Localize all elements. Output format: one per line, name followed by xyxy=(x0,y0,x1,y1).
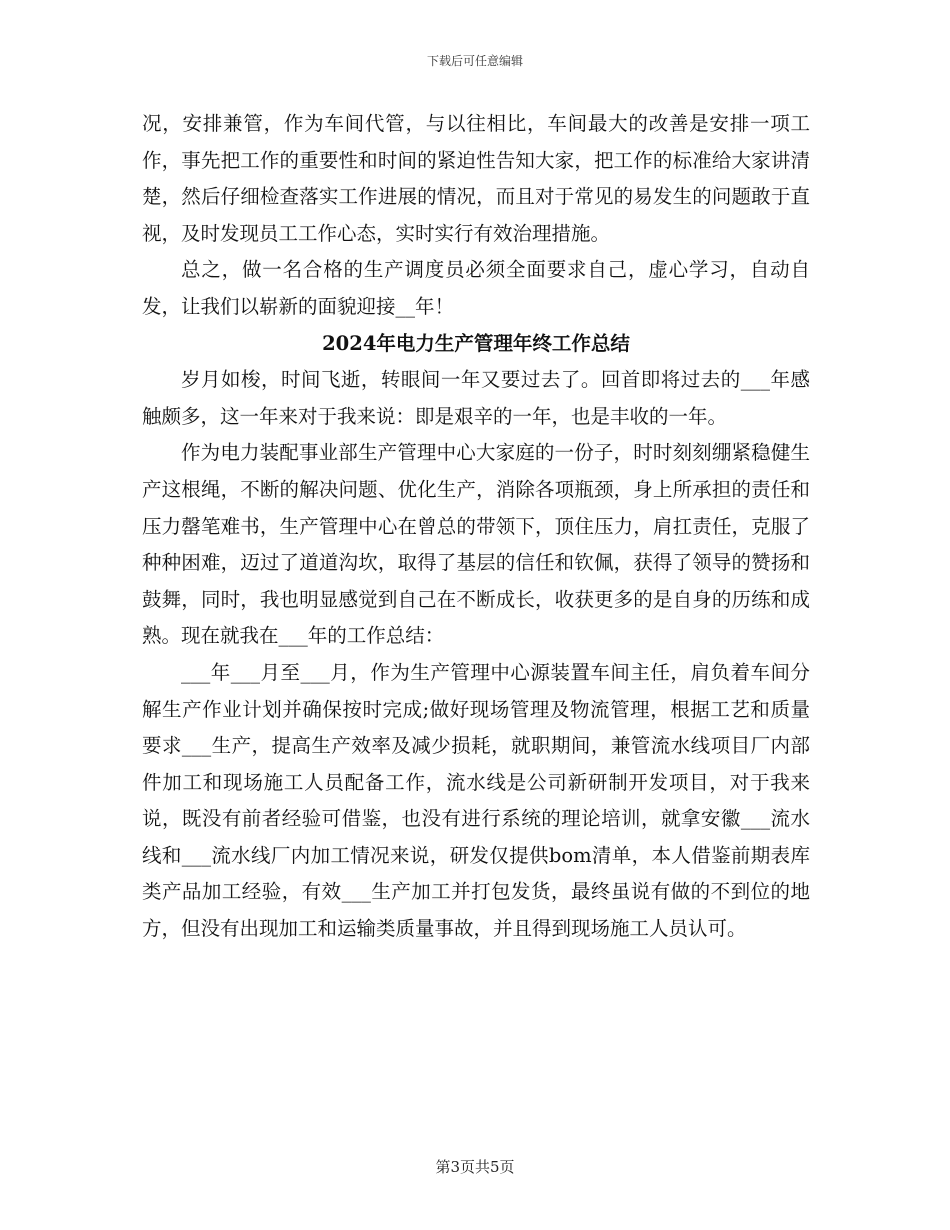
section-title: 2024年电力生产管理年终工作总结 xyxy=(322,331,630,355)
paragraph-intro: 岁月如梭，时间飞逝，转眼间一年又要过去了。回首即将过去的___年感触颇多，这一年来对于我来说：即是艰辛的一年，也是丰收的一年。 xyxy=(142,368,810,428)
paragraph-role: 作为电力装配事业部生产管理中心大家庭的一份子，时时刻刻绷紧稳健生产这根绳，不断的解决问题、优化生产，消除各项瓶颈，身上所承担的责任和压力罄笔难书，生产管理中心在曾总的带领下，顶住压力，肩扛责任，克服了种种困难，迈过了道道沟坎，取得了基层的信任和钦佩，获得了领导的赞扬和鼓舞，同时，我也明显感觉到自己在不断成长，收获更多的是自身的历练和成熟。现在就我在___年的工作总结： xyxy=(142,441,810,648)
paragraph-conclusion: 总之，做一名合格的生产调度员必须全面要求自己，虚心学习，自动自发，让我们以崭新的面貌迎接__年！ xyxy=(142,258,810,318)
paragraph-continuation: 况，安排兼管，作为车间代管，与以往相比，车间最大的改善是安排一项工作，事先把工作的重要性和时间的紧迫性告知大家，把工作的标准给大家讲清楚，然后仔细检查落实工作进展的情况，而且对于常见的易发生的问题敢于直视，及时发现员工工作心态，实时实行有效治理措施。 xyxy=(142,112,810,245)
page-header-note: 下载后可任意编辑 xyxy=(426,54,523,68)
document-body xyxy=(142,106,810,948)
page-number: 第3页共5页 xyxy=(435,1158,515,1176)
paragraph-work-summary: ___年___月至___月，作为生产管理中心源装置车间主任，肩负着车间分解生产作业计划并确保按时完成;做好现场管理及物流管理，根据工艺和质量要求___生产，提高生产效率及减少损耗，就职期间，兼管流水线项目厂内部件加工和现场施工人员配备工作，流水线是公司新研制开发项目，对于我来说，既没有前者经验可借鉴，也没有进行系统的理论培训，就拿安徽___流水线和___流水线厂内加工情况来说，研发仅提供bom清单，本人借鉴前期表库类产品加工经验，有效___生产加工并打包发货，最终虽说有做的不到位的地方，但没有出现加工和运输类质量事故，并且得到现场施工人员认可。 xyxy=(142,660,810,941)
